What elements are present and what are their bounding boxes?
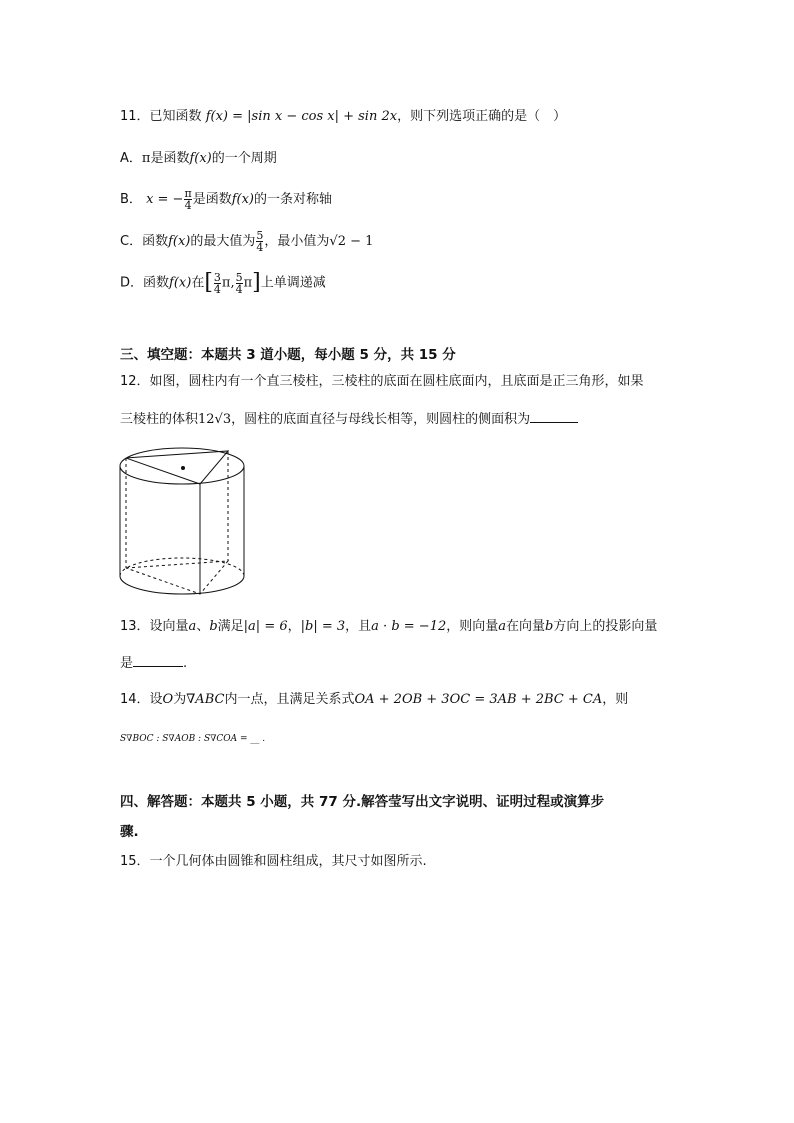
q11-function-definition: f(x) = |sin x − cos x| + sin 2x: [205, 109, 398, 124]
q11-option-d: D．函数f(x)在[ $\frac{3}{4}$ π, $\frac{5}{4}$ π]上单调递减: [120, 270, 326, 296]
center-point: [181, 466, 185, 470]
answer-blank: [530, 410, 578, 423]
left-bracket: [: [204, 270, 213, 295]
q11-option-b: B． x = − $\frac{\pi}{4}$ 是函数f(x)的一条对称轴: [120, 187, 333, 212]
section-4-heading-line-1: 四、解答题：本题共 5 小题，共 77 分.解答莹写出文字说明、证明过程或演算步: [120, 794, 605, 810]
prism-top-triangle: [126, 451, 228, 484]
cylinder-prism-figure: [116, 446, 248, 598]
q13-line-2: 是 .: [120, 656, 188, 671]
fraction-pi-over-4: $\frac{\pi}{4}$: [184, 187, 192, 212]
cylinder-bottom-front-arc: [120, 576, 244, 594]
q14-area-ratio: S∇BOC : S∇AOB : S∇COA = __ .: [120, 734, 266, 744]
q15-stem: 15．一个几何体由圆锥和圆柱组成，其尺寸如图所示.: [120, 854, 427, 869]
q11-option-c: C．函数f(x)的最大值为 $\frac{5}{4}$ ，最小值为√2 − 1: [120, 229, 374, 254]
q11-stem: 11．已知函数 f(x) = |sin x − cos x| + sin 2x，则下列选项正确的是（ ）: [120, 109, 567, 124]
q14-line-1: 14．设O为∇ABC内一点，且满足关系式OA + 2OB + 3OC = 3AB + 2BC + CA，则: [120, 692, 629, 707]
q13-line-1: 13．设向量a、b满足|a| = 6，|b| = 3，且a · b = −12，则向量a在向量b方向上的投影向量: [120, 619, 658, 634]
answer-blank: [133, 654, 183, 667]
section-3-heading: 三、填空题：本题共 3 道小题，每小题 5 分，共 15 分: [120, 347, 456, 363]
q11-option-a: A．π是函数f(x)的一个周期: [120, 151, 277, 166]
q12-line-1: 12．如图，圆柱内有一个直三棱柱，三棱柱的底面在圆柱底面内，且底面是正三角形，如果: [120, 374, 644, 389]
fraction-5-over-4: $\frac{5}{4}$: [256, 229, 264, 254]
right-bracket: ]: [252, 270, 261, 295]
prism-bottom-triangle: [126, 561, 228, 594]
q12-line-2: 三棱柱的体积12√3，圆柱的底面直径与母线长相等，则圆柱的侧面积为: [120, 410, 578, 429]
section-4-heading-line-2: 骤.: [120, 824, 139, 840]
vector-equation: OA + 2OB + 3OC = 3AB + 2BC + CA: [354, 692, 603, 707]
